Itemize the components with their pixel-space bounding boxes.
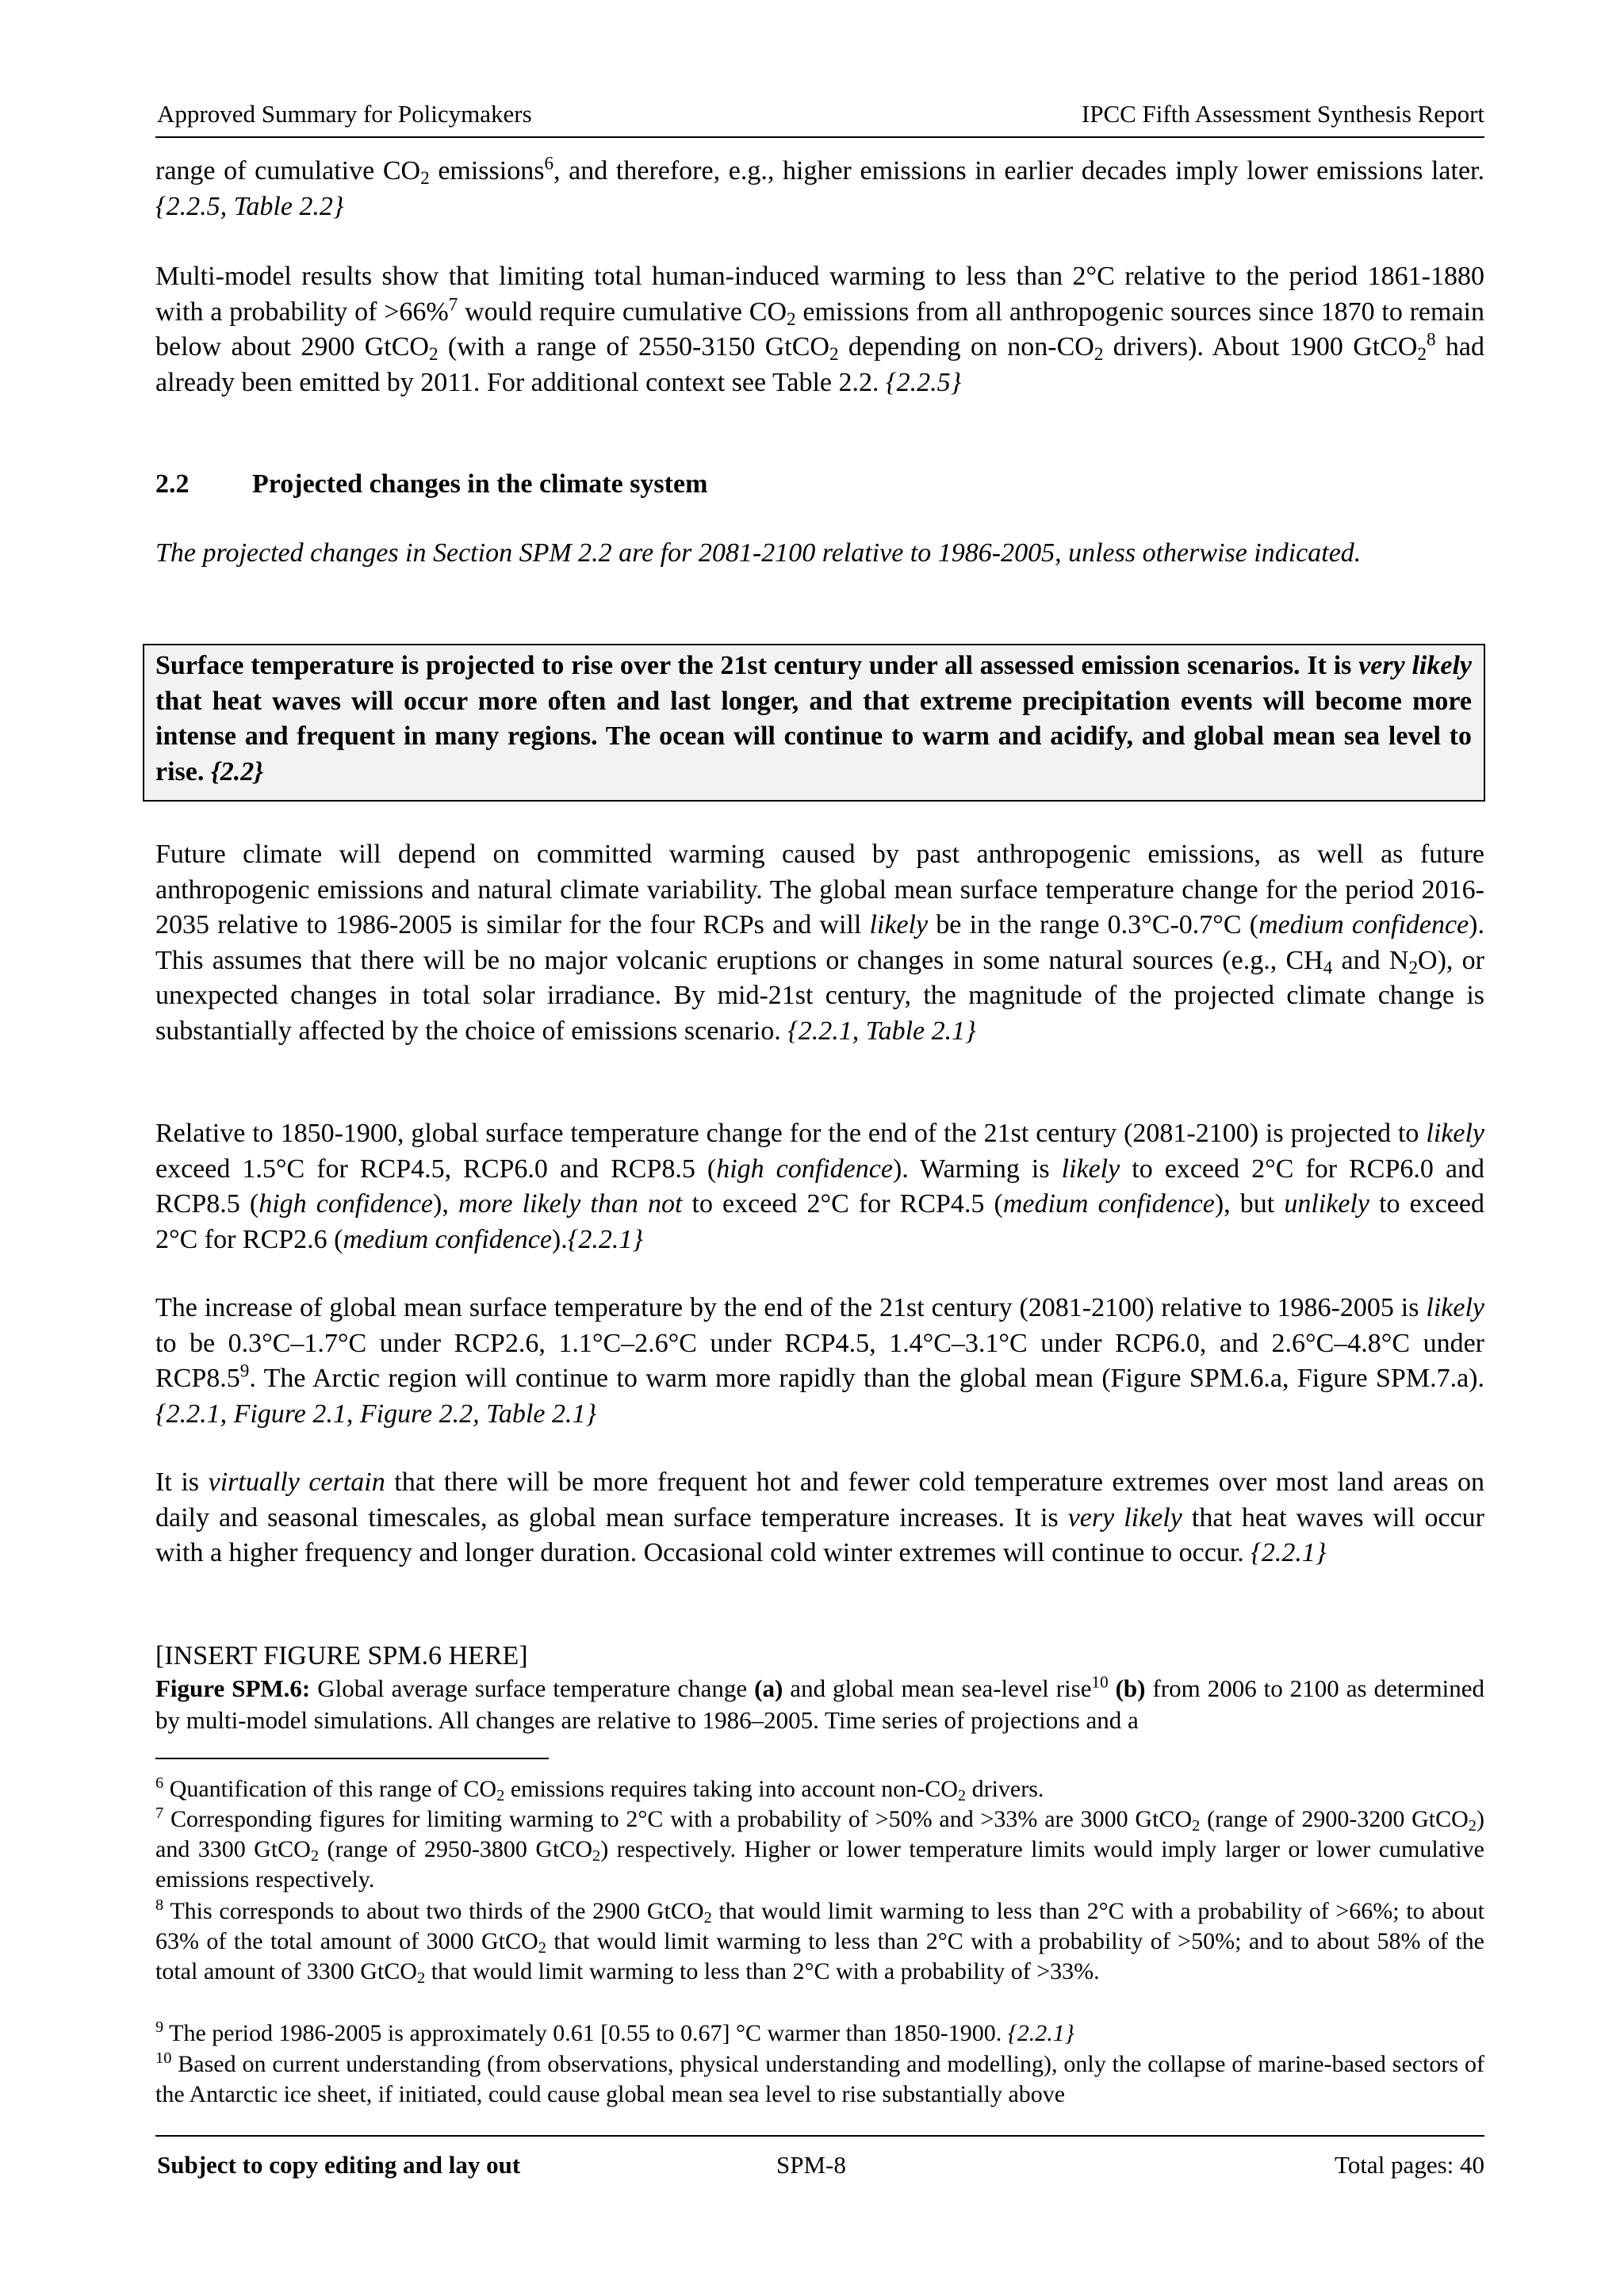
footnote-ref-9[interactable]: 9 (239, 1360, 250, 1382)
section-heading (155, 469, 708, 499)
paragraph-multi-model-results: Multi-model results show that limiting total human-induced warming to less than 2°C relative to the period 1861-1880 with a probability of >66%$^7$ would require cumulative $CO_2$ emissions from all anthropogenic sources since 1870 to remain below about 2900 GtCO$_2$ (with a range of 2550-3150 GtCO$_2$ depending on non-$CO_2$ drivers). About 1900 GtCO$_2^8$ had already been emitted by 2011. For additional context see Table 2.2. {2.2.5} (155, 262, 1485, 397)
footnote-10: $^{10}$ Based on current understanding (from observations, physical understanding and modelling), only the collapse of marine-based sectors of the Antarctic ice sheet, if initiated, could cause global mean sea level to rise substantially above (155, 2049, 1484, 2107)
cross-reference: {2.2.5, Table 2.2} (155, 191, 344, 221)
paragraph-relative-1850: Relative to 1850-1900, global surface temperature change for the end of the 21st century (2081-2100) is projected to likely exceed 1.5°C for RCP4.5, RCP6.0 and RCP8.5 (high confidence). Warming is likely to exceed 2°C for RCP6.0 and RCP8.5 (high confidence), more likely than not to exceed 2°C for RCP4.5 (medium confidence), but unlikely to exceed 2°C for RCP2.6 (medium confidence).{2.2.1} (155, 1119, 1484, 1254)
footnote-9: $^9$ The period 1986-2005 is approximately 0.61 [0.55 to 0.67] °C warmer than 1850-1900. {2.2.1} (155, 2018, 1074, 2046)
figure-label: Figure SPM.6: (155, 1674, 311, 1702)
cross-reference: {2.2.1} (1251, 1538, 1327, 1567)
paragraph-temperature-extremes: It is virtually certain that there will be more frequent hot and fewer cold temperature extremes over most land areas on daily and seasonal timescales, as global mean surface temperature increases. It is very likely that heat waves will occur with a higher frequency and longer duration. Occasional cold winter extremes will continue to occur. {2.2.1} (155, 1468, 1484, 1567)
running-header (155, 97, 1484, 138)
section-intro: The projected changes in Section SPM 2.2 are for 2081-2100 relative to 1986-2005, unless otherwise indicated. (155, 538, 1362, 568)
page-number: SPM-8 (776, 2151, 846, 2179)
headline-statement-box: Surface temperature is projected to rise over the 21st century under all assessed emission scenarios. It is very likely that heat waves will occur more often and last longer, and that extreme precipitation events will become more intense and frequent in many regions. The ocean will continue to warm and acidify, and global mean sea level to rise. {2.2} (143, 644, 1485, 802)
footnote-8: $^8$ This corresponds to about two thirds of the 2900 GtCO$_2$ that would limit warming to less than 2°C with a probability of >66%; to about 63% of the total amount of 3000 GtCO$_2$ that would limit warming to less than 2°C with a probability of >50%; and to about 58% of the total amount of 3300 GtCO$_2$ that would limit warming to less than 2°C with a probability of >33%. (155, 1896, 1485, 1988)
header-right: IPCC Fifth Assessment Synthesis Report (1081, 100, 1484, 128)
figure-caption: Figure SPM.6: Global average surface temperature change (a) and global mean sea-level rise$^{10}$ (b) from 2006 to 2100 as determined by multi-model simulations. All changes are relative to 1986–2005. Time series of projections and a (155, 1672, 1485, 1734)
footnote-ref-10[interactable]: 10 (1091, 1672, 1109, 1692)
header-left: Approved Summary for Policymakers (157, 100, 532, 128)
footnote-ref-8[interactable]: 8 (1427, 329, 1436, 350)
paragraph-cumulative-emissions: range of cumulative $CO_2$ emissions$^6$, and therefore, e.g., higher emissions in earlier decades imply lower emissions later. {2.2.5, Table 2.2} (155, 153, 1484, 221)
paragraph-future-climate: Future climate will depend on committed warming caused by past anthropogenic emissions, as well as future anthropogenic emissions and natural climate variability. The global mean surface temperature change for the period 2016-2035 relative to 1986-2005 is similar for the four RCPs and will likely be in the range 0.3°C-0.7°C (medium confidence). This assumes that there will be no major volcanic eruptions or changes in some natural sources (e.g., $CH_4$ and $N_2O$), or unexpected changes in total solar irradiance. By mid-21st century, the magnitude of the projected climate change is substantially affected by the choice of emissions scenario. {2.2.1, Table 2.1} (155, 840, 1484, 1046)
figure-insert-placeholder: [INSERT FIGURE SPM.6 HERE] (155, 1641, 528, 1670)
cross-reference: {2.2.1, Table 2.1} (787, 1016, 976, 1046)
section-title: Projected changes in the climate system (252, 469, 708, 499)
cross-reference: {2.2.1} (1007, 2020, 1074, 2046)
section-number: 2.2 (155, 469, 190, 499)
cross-reference: {2.2.1, Figure 2.1, Figure 2.2, Table 2.1} (155, 1399, 597, 1429)
footnote-6: $^6$ Quantification of this range of $CO_2$ emissions requires taking into account non-$CO_2$ drivers. (155, 1774, 1044, 1805)
footnote-separator (155, 1758, 549, 1759)
footnote-ref-7[interactable]: 7 (448, 293, 458, 315)
footnote-ref-6[interactable]: 6 (544, 153, 553, 174)
page-footer (155, 2135, 1484, 2184)
cross-reference: {2.2.5} (886, 367, 962, 397)
cross-reference: {2.2} (210, 756, 264, 786)
paragraph-temperature-increase: The increase of global mean surface temperature by the end of the 21st century (2081-2100) relative to 1986-2005 is likely to be 0.3°C–1.7°C under RCP2.6, 1.1°C–2.6°C under RCP4.5, 1.4°C–3.1°C under RCP6.0, and 2.6°C–4.8°C under $RCP8.5^9$. The Arctic region will continue to warm more rapidly than the global mean (Figure SPM.6.a, Figure SPM.7.a). {2.2.1, Figure 2.1, Figure 2.2, Table 2.1} (155, 1293, 1484, 1429)
total-pages: Total pages: 40 (1335, 2151, 1484, 2179)
footnote-7: $^7$ Corresponding figures for limiting warming to 2°C with a probability of >50% and >33% are 3000 GtCO$_2$ (range of 2900-3200 GtCO$_2$) and 3300 GtCO$_2$ (range of 2950-3800 GtCO$_2$) respectively. Higher or lower temperature limits would imply larger or lower cumulative emissions respectively. (155, 1804, 1484, 1892)
cross-reference: {2.2.1} (567, 1224, 643, 1254)
footer-left: Subject to copy editing and lay out (157, 2151, 521, 2179)
